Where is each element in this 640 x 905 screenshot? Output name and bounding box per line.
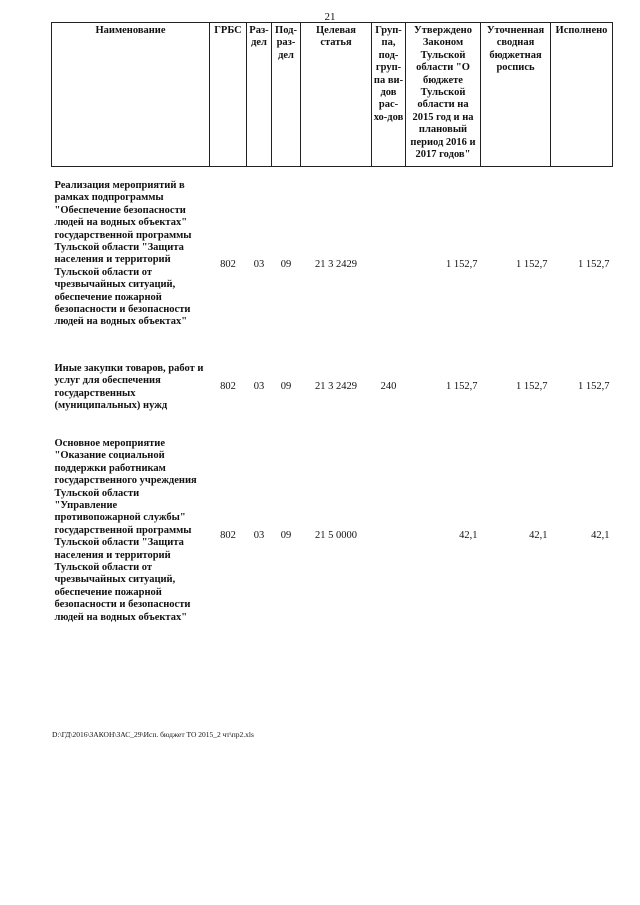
table-row: [52, 425, 613, 648]
row-target: 21 3 2429: [315, 258, 357, 270]
header-vid: Груп-па, под-груп-па ви-дов рас-хо-дов: [372, 23, 406, 167]
row-specified: 1 152,7: [516, 381, 548, 393]
row-razdel: 03: [253, 381, 265, 393]
header-podrazdel: Под-раз-дел: [272, 23, 301, 167]
header-grbs: ГРБС: [210, 23, 247, 167]
row-specified: 42,1: [529, 530, 548, 542]
table-header-row: [52, 23, 613, 167]
file-path-footer: D:\ГД\2016\ЗАКОН\ЗАС_29\Исп. бюджет ТО 2015_2 чт\пр2.xls: [52, 730, 254, 739]
row-grbs: 802: [220, 258, 236, 270]
header-target: Целевая статья: [301, 23, 372, 167]
header-name: Наименование: [52, 23, 210, 167]
header-executed: Исполнено: [551, 23, 613, 167]
row-name: Иные закупки товаров, работ и услуг для обеспечения государственных (муниципальных) нужд: [54, 363, 204, 412]
row-approved: 1 152,7: [446, 258, 478, 270]
row-vid: 240: [380, 381, 397, 393]
row-name: Реализация мероприятий в рамках подпрограммы "Обеспечение безопасности людей на водных объектах" государственной программы Тульской области "Защита населения и территорий Тульской области от чрезвычайных ситуаций, обеспечение пожарной безопасности и безопасности людей на водных объектах": [54, 180, 192, 328]
row-razdel: 03: [253, 530, 265, 542]
header-approved: Утверждено Законом Тульской области "О бюджете Тульской области на 2015 год и на плановый период 2016 и 2017 годов": [406, 23, 481, 167]
row-target: 21 5 0000: [315, 530, 357, 542]
row-vid: [372, 167, 406, 351]
table-row: [52, 350, 613, 425]
row-target: 21 3 2429: [315, 381, 357, 393]
header-specified: Уточненная сводная бюджетная роспись: [481, 23, 551, 167]
row-grbs: 802: [220, 530, 236, 542]
row-specified: 1 152,7: [516, 258, 548, 270]
header-razdel: Раз-дел: [247, 23, 272, 167]
page-number: 21: [324, 11, 336, 23]
row-approved: 42,1: [459, 530, 478, 542]
table-row: [52, 167, 613, 351]
row-executed: 1 152,7: [578, 258, 610, 270]
row-executed: 1 152,7: [578, 381, 610, 393]
row-podrazdel: 09: [280, 258, 292, 270]
row-executed: 42,1: [591, 530, 610, 542]
row-approved: 1 152,7: [446, 381, 478, 393]
row-podrazdel: 09: [280, 530, 292, 542]
row-grbs: 802: [220, 381, 236, 393]
row-podrazdel: 09: [280, 381, 292, 393]
row-vid: [372, 425, 406, 648]
budget-table: [51, 22, 613, 648]
row-name: Основное мероприятие "Оказание социальной поддержки работникам государственного учреждения Тульской области "Управление противопожарной службы" государственной программы Тульской области "Защита населения и территорий Тульской области от чрезвычайных ситуаций, обеспечение пожарной безопасности и безопасности людей на водных объектах": [54, 438, 197, 623]
row-razdel: 03: [253, 258, 265, 270]
